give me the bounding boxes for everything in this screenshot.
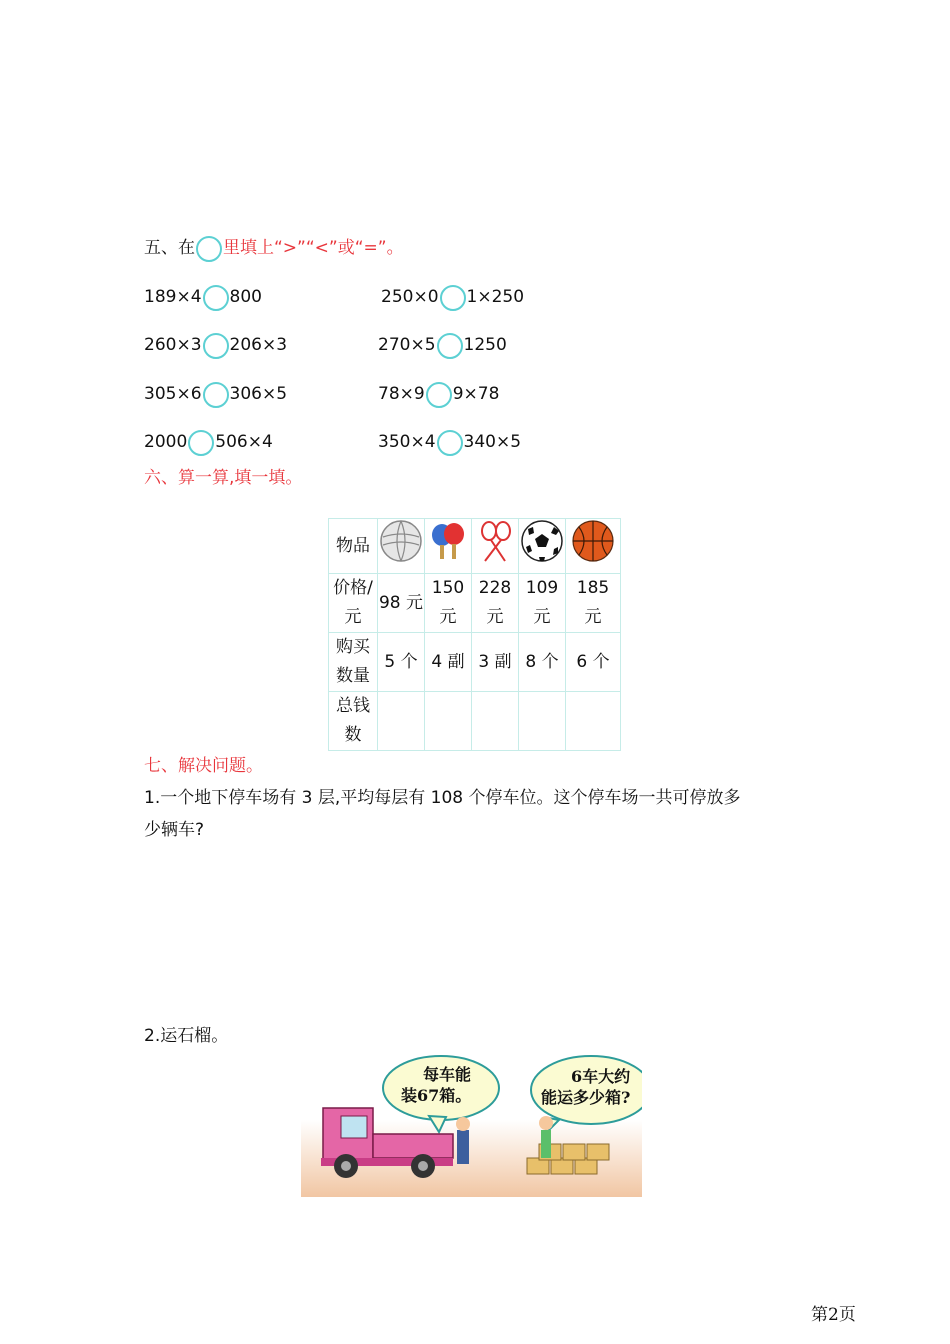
answer-circle[interactable]	[203, 382, 229, 408]
answer-circle[interactable]	[203, 333, 229, 359]
total-answer-cell[interactable]	[472, 692, 519, 751]
row-label: 物品	[329, 519, 378, 574]
volleyball-icon	[378, 519, 425, 574]
question-1-line1: 1.一个地下停车场有 3 层,平均每层有 108 个停车位。这个停车场一共可停放多	[144, 788, 741, 808]
section5-title: 五、在 里填上“>”“<”或“=”。	[144, 236, 404, 262]
table-row	[329, 519, 621, 574]
price-cell: 98 元	[378, 574, 425, 633]
badminton-rackets-icon	[472, 519, 519, 574]
answer-circle[interactable]	[437, 333, 463, 359]
answer-circle[interactable]	[203, 285, 229, 311]
row-label: 总钱 数	[329, 692, 378, 751]
row-label: 价格/ 元	[329, 574, 378, 633]
compare-item: 250×0 1×250	[381, 285, 524, 311]
quantity-cell: 4 副	[425, 633, 472, 692]
price-cell: 150 元	[425, 574, 472, 633]
compare-item: 78×9 9×78	[378, 382, 499, 408]
quantity-cell: 3 副	[472, 633, 519, 692]
quantity-cell: 5 个	[378, 633, 425, 692]
answer-circle[interactable]	[440, 285, 466, 311]
total-answer-cell[interactable]	[378, 692, 425, 751]
section6-title: 六、算一算,填一填。	[144, 468, 303, 488]
question-2: 2.运石榴。	[144, 1026, 229, 1046]
section7-title: 七、解决问题。	[144, 756, 263, 776]
price-cell: 185 元	[566, 574, 621, 633]
compare-item: 305×6 306×5	[144, 382, 287, 408]
answer-circle[interactable]	[426, 382, 452, 408]
compare-item: 189×4 800	[144, 285, 262, 311]
answer-circle[interactable]	[437, 430, 463, 456]
compare-item: 260×3 206×3	[144, 333, 287, 359]
table-row	[329, 633, 621, 692]
table-row	[329, 574, 621, 633]
question-1-line2: 少辆车?	[144, 820, 205, 840]
soccer-ball-icon	[519, 519, 566, 574]
bubble-text-left: 每车能 装67箱。	[401, 1065, 472, 1105]
compare-item: 2000 506×4	[144, 430, 273, 456]
price-cell: 228 元	[472, 574, 519, 633]
answer-circle[interactable]	[188, 430, 214, 456]
price-cell: 109 元	[519, 574, 566, 633]
compare-item: 350×4 340×5	[378, 430, 521, 456]
quantity-cell: 6 个	[566, 633, 621, 692]
total-answer-cell[interactable]	[566, 692, 621, 751]
goods-table	[328, 518, 621, 751]
truck-illustration	[301, 1050, 642, 1197]
ping-pong-paddles-icon	[425, 519, 472, 574]
row-label: 购买 数量	[329, 633, 378, 692]
basketball-icon	[566, 519, 621, 574]
total-answer-cell[interactable]	[425, 692, 472, 751]
total-answer-cell[interactable]	[519, 692, 566, 751]
table-row	[329, 692, 621, 751]
compare-item: 270×5 1250	[378, 333, 507, 359]
quantity-cell: 8 个	[519, 633, 566, 692]
page-number: 第2页	[811, 1305, 856, 1325]
bubble-text-right: 6车大约 能运多少箱?	[541, 1067, 631, 1107]
compare-blank-circle	[196, 236, 222, 262]
